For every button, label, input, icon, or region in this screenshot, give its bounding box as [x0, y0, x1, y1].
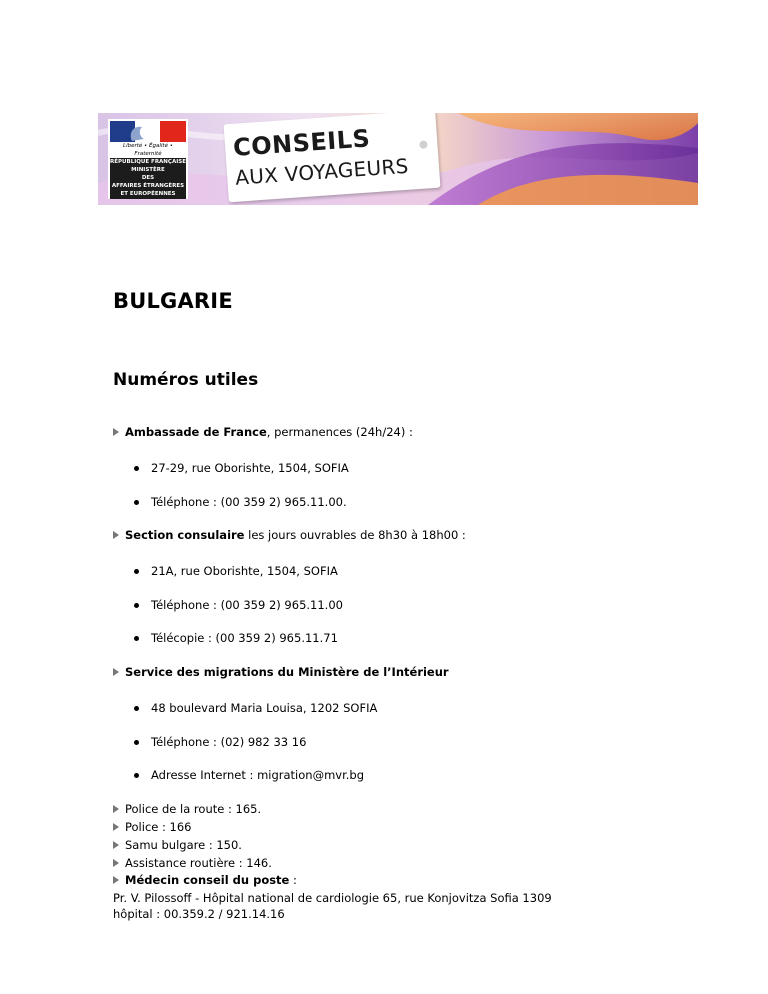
migration-website: Adresse Internet : migration@mvr.bg	[134, 767, 364, 783]
embassy-phone: Téléphone : (00 359 2) 965.11.00.	[134, 494, 347, 510]
migration-name: Service des migrations du Ministère de l’Intérieur	[125, 665, 449, 679]
country-title: BULGARIE	[113, 289, 233, 313]
migration-address: 48 boulevard Maria Louisa, 1202 SOFIA	[134, 700, 377, 716]
logo-affaires: AFFAIRES ÉTRANGÈRES	[111, 183, 185, 189]
embassy-address: 27-29, rue Oborishte, 1504, SOFIA	[134, 460, 349, 476]
migration-item	[113, 664, 449, 680]
consular-address: 21A, rue Oborishte, 1504, SOFIA	[134, 563, 338, 579]
triangle-bullet-icon	[113, 841, 119, 849]
consular-phone: Téléphone : (00 359 2) 965.11.00	[134, 597, 343, 613]
doctor-phone: hôpital : 00.359.2 / 921.14.16	[113, 907, 285, 921]
triangle-bullet-icon	[113, 876, 119, 884]
embassy-name: Ambassade de France	[125, 425, 267, 439]
triangle-bullet-icon	[113, 668, 119, 676]
emergency-item: Police de la route : 165.	[113, 801, 261, 817]
triangle-bullet-icon	[113, 805, 119, 813]
header-banner	[98, 113, 698, 205]
logo-europeennes: ET EUROPÉENNES	[120, 191, 176, 197]
triangle-bullet-icon	[113, 823, 119, 831]
doctor-label: Médecin conseil du poste	[125, 873, 290, 887]
embassy-item	[113, 424, 413, 440]
embassy-detail: , permanences (24h/24) :	[266, 425, 413, 439]
bullet-dot-icon	[134, 773, 139, 778]
bullet-dot-icon	[134, 636, 139, 641]
bullet-dot-icon	[134, 603, 139, 608]
consular-fax: Télécopie : (00 359 2) 965.11.71	[134, 630, 338, 646]
migration-phone: Téléphone : (02) 982 33 16	[134, 734, 306, 750]
logo-ministry: MINISTÈRE	[131, 167, 165, 173]
tag-hole-icon	[419, 140, 428, 149]
logo-republic: RÉPUBLIQUE FRANÇAISE	[110, 159, 186, 165]
banner-title-line2: AUX VOYAGEURS	[234, 153, 410, 190]
banner-title-line1: CONSEILS	[232, 124, 372, 162]
logo-des: DES	[141, 175, 155, 181]
logo-text	[110, 143, 186, 198]
bullet-dot-icon	[134, 706, 139, 711]
emergency-item: Assistance routière : 146.	[113, 855, 272, 871]
logo-motto: Liberté • Égalité • Fraternité	[110, 142, 186, 158]
consular-item	[113, 527, 466, 543]
title-tag	[224, 113, 441, 202]
bullet-dot-icon	[134, 466, 139, 471]
consular-name: Section consulaire	[125, 528, 245, 542]
bullet-dot-icon	[134, 500, 139, 505]
bullet-dot-icon	[134, 740, 139, 745]
section-title: Numéros utiles	[113, 370, 259, 390]
emergency-item: Samu bulgare : 150.	[113, 837, 242, 853]
triangle-bullet-icon	[113, 859, 119, 867]
triangle-bullet-icon	[113, 531, 119, 539]
bullet-dot-icon	[134, 569, 139, 574]
triangle-bullet-icon	[113, 428, 119, 436]
consular-detail: les jours ouvrables de 8h30 à 18h00 :	[244, 528, 466, 542]
doctor-address: Pr. V. Pilossoff - Hôpital national de cardiologie 65, rue Konjovitza Sofia 1309	[113, 891, 552, 905]
emergency-item: Police : 166	[113, 819, 191, 835]
doctor-item: Médecin conseil du poste :	[113, 872, 297, 888]
